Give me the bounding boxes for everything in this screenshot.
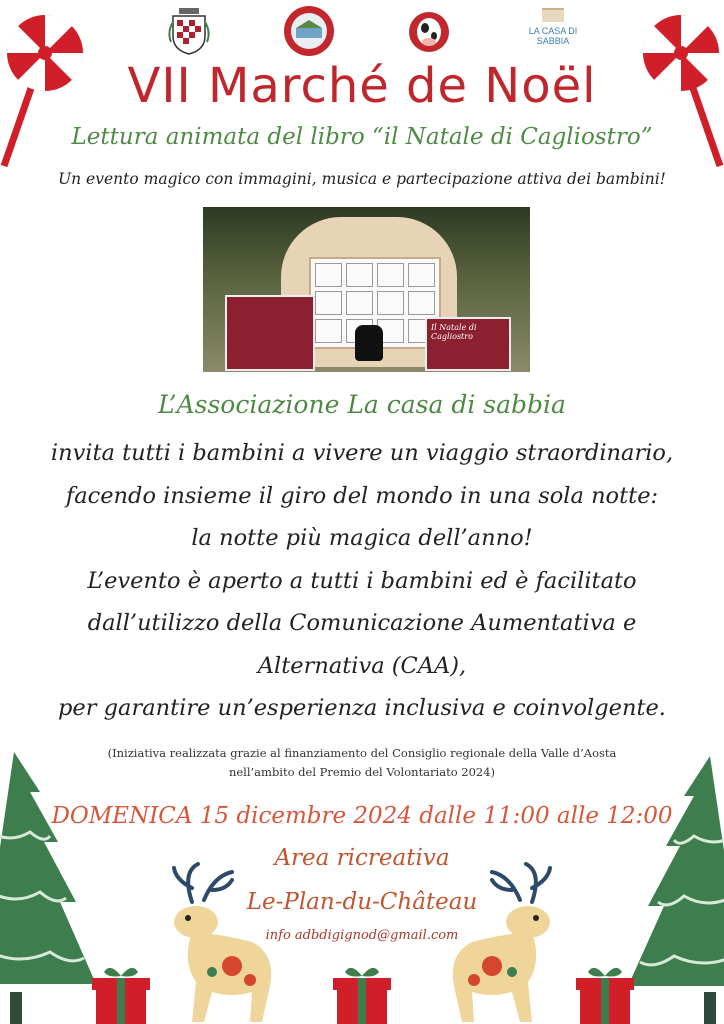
invitation-line: la notte più magica dell’anno! [191, 525, 533, 551]
invitation-line: dall’utilizzo della Comunicazione Aumentativa e [87, 610, 637, 636]
funding-note [0, 744, 724, 782]
funding-note-line: (Iniziativa realizzata grazie al finanziamento del Consiglio regionale della Valle d’Aosta [107, 746, 617, 760]
christmas-tree-left-icon [0, 752, 100, 1024]
subtitle: Lettura animata del libro “il Natale di Cagliostro” [71, 124, 653, 150]
contact-email[interactable]: info adbdigignod@gmail.com [265, 928, 459, 943]
gift-box-right-icon [574, 962, 636, 1024]
invitation-line: facendo insieme il giro del mondo in una sola notte: [65, 482, 659, 509]
cow-logo-icon [405, 6, 453, 56]
reindeer-right-icon [442, 862, 572, 1024]
reindeer-left-icon [152, 862, 282, 1024]
tagline: Un evento magico con immagini, musica e partecipazione attiva dei bambini! [58, 170, 666, 188]
funding-note-line: nell’ambito del Premio del Volontariato 2024) [228, 765, 496, 779]
event-area: Area ricreativa [274, 845, 450, 871]
event-photo [203, 207, 530, 372]
photo-book-right: Il Natale di Cagliostro [425, 317, 511, 371]
invitation-line: L’evento è aperto a tutti i bambini ed è facilitato [87, 567, 637, 594]
association-name: L’Associazione La casa di sabbia [158, 390, 566, 419]
gift-box-left-icon [90, 962, 152, 1024]
municipality-crest-icon [165, 6, 213, 56]
photo-cat-figure [355, 325, 383, 361]
invitation-line: invita tutti i bambini a vivere un viaggio straordinario, [50, 440, 674, 466]
page-title: VII Marché de Noël [127, 58, 597, 114]
event-date: DOMENICA 15 dicembre 2024 dalle 11:00 alle 12:00 [51, 803, 673, 829]
event-location: Le-Plan-du-Château [246, 889, 478, 915]
invitation-line: per garantire un’esperienza inclusiva e coinvolgente. [58, 695, 666, 721]
invitation-text [0, 432, 724, 730]
photo-book-left [225, 295, 315, 371]
gift-box-center-icon [331, 962, 393, 1024]
invitation-line: Alternativa (CAA), [257, 652, 467, 679]
la-casa-di-sabbia-logo-icon [521, 8, 585, 54]
logo-text: LA CASA DI SABBIA [528, 26, 578, 46]
logo-house-shape [542, 8, 564, 22]
marche-de-noel-badge-icon [282, 4, 336, 58]
